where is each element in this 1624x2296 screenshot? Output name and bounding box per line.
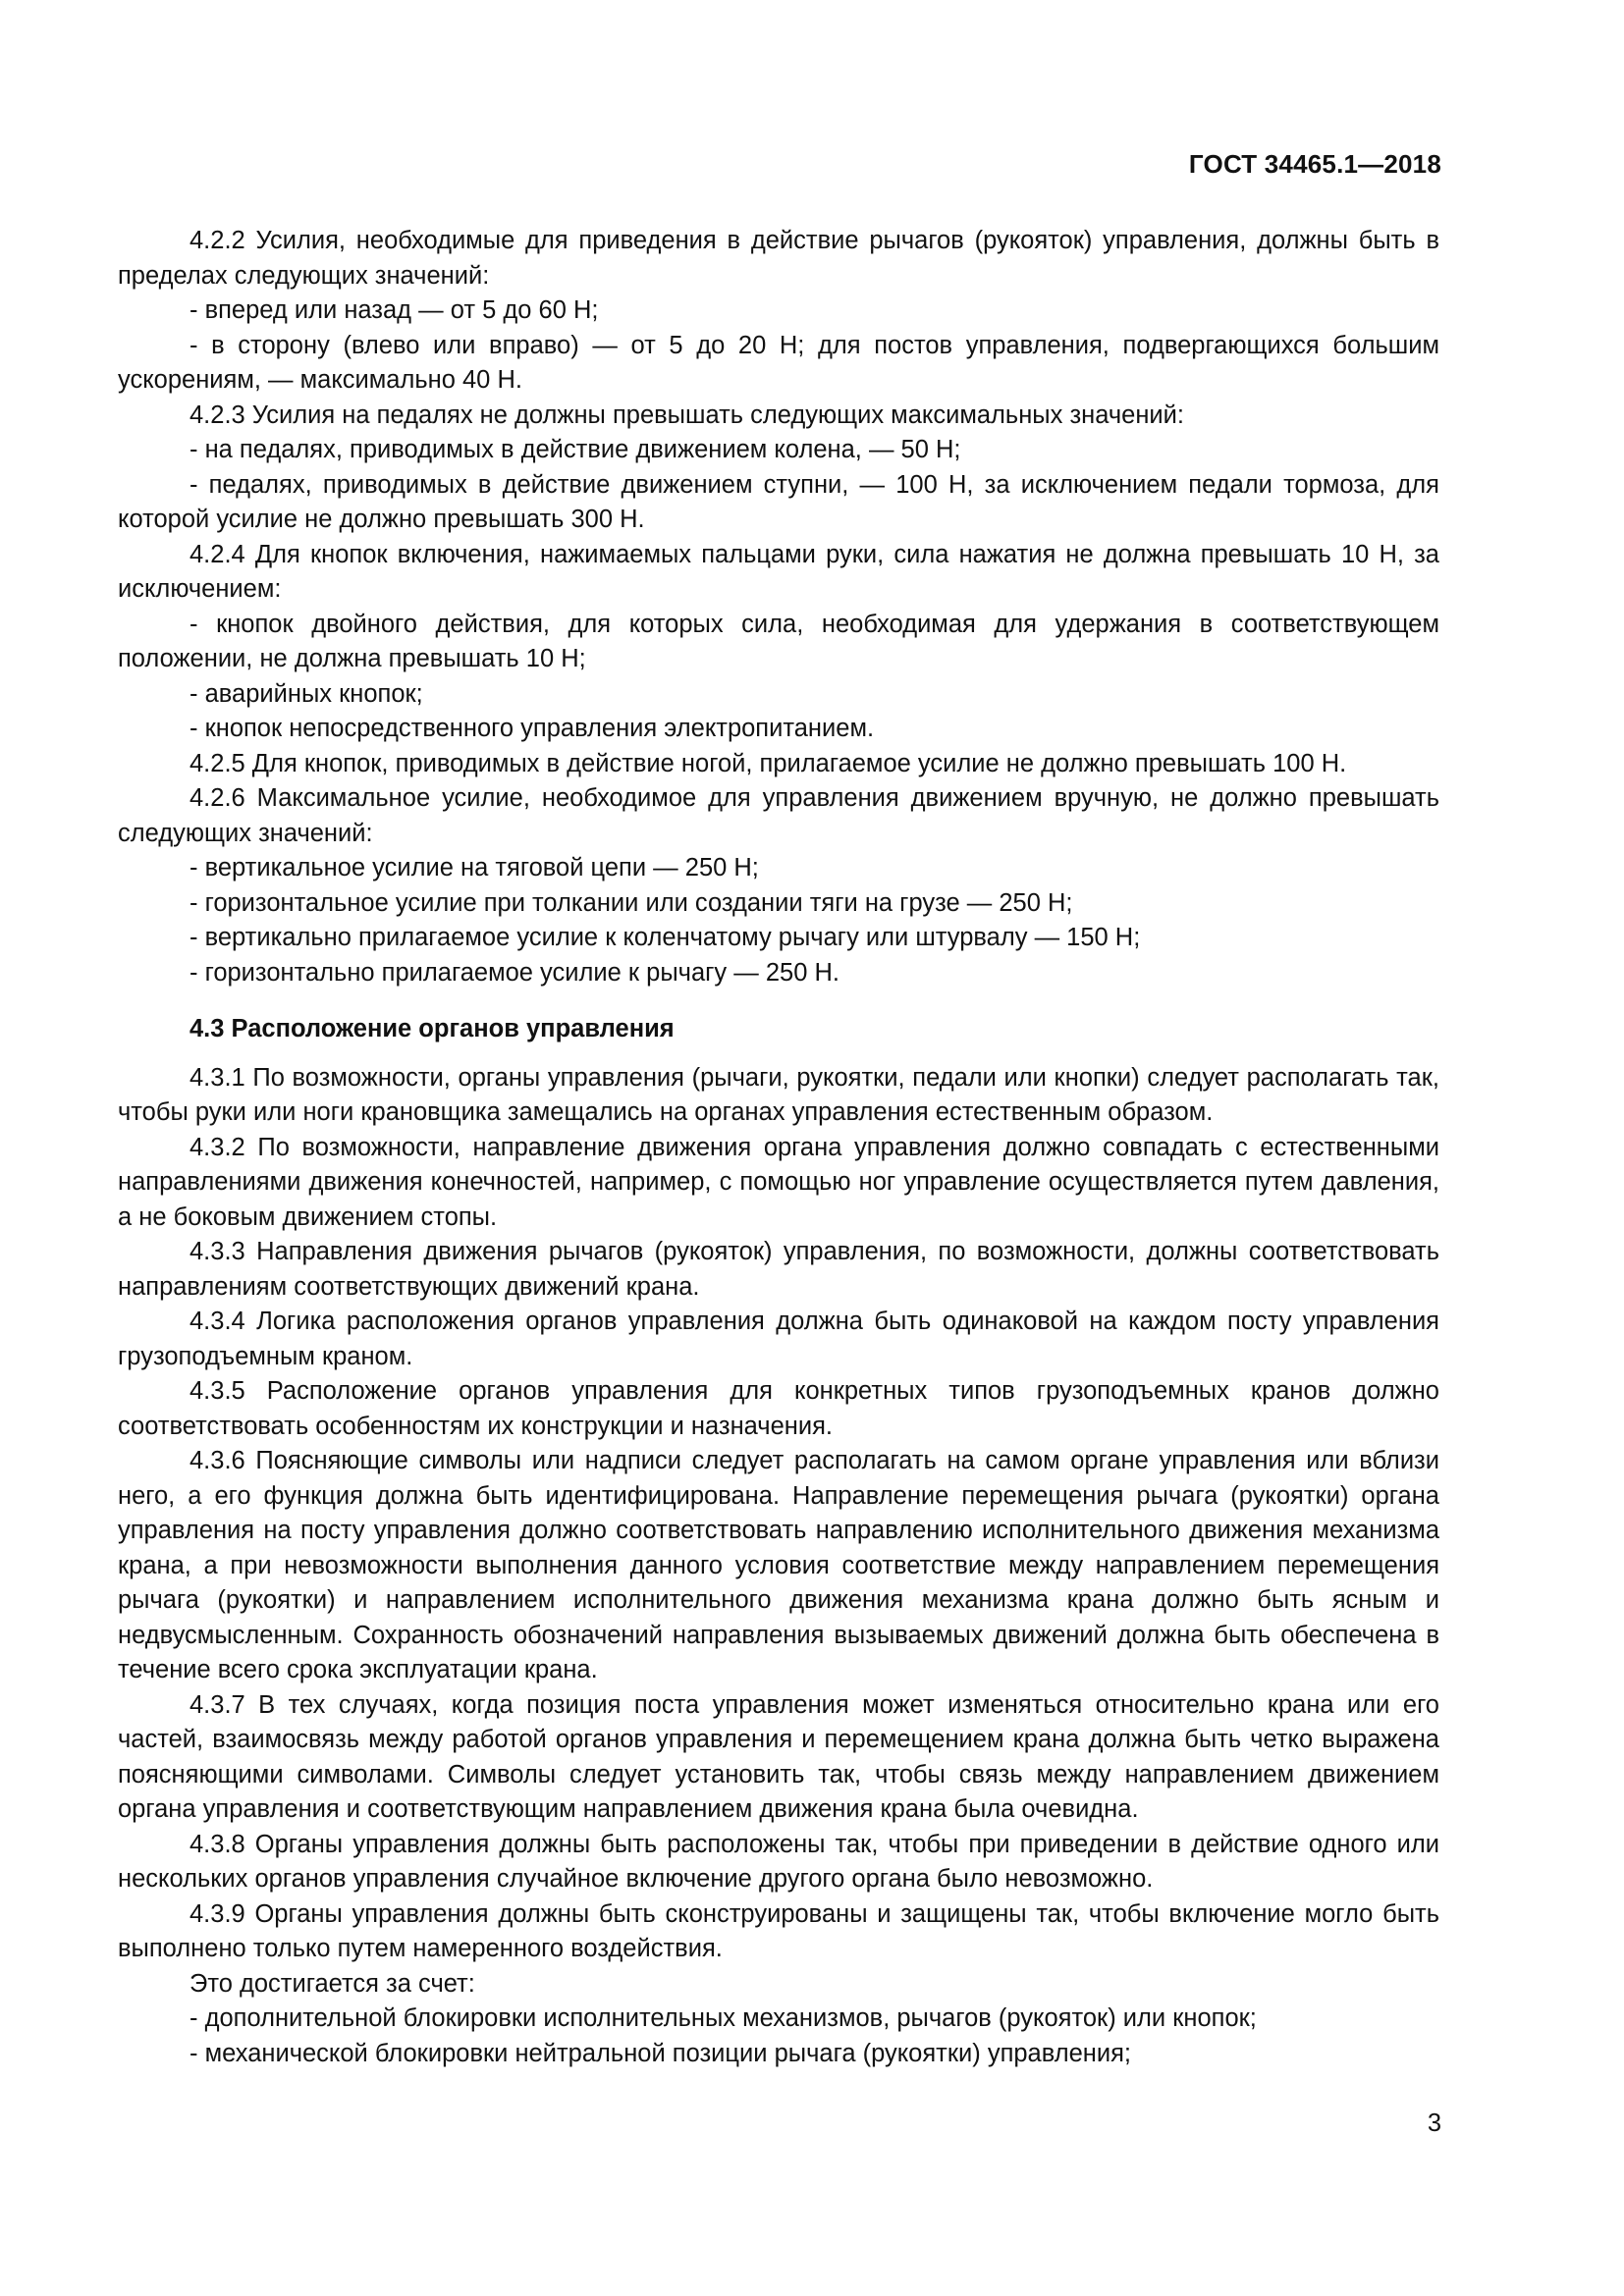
paragraph-4-2-4: 4.2.4 Для кнопок включения, нажимаемых пальцами руки, сила нажатия не должна превышать 10 Н, за исключением: bbox=[118, 540, 1439, 603]
paragraph-intro: Это достигается за счет: bbox=[189, 1969, 475, 1998]
paragraph-4-3-2: 4.3.2 По возможности, направление движения органа управления должно совпадать с естественными направлениями движения конечностей, например, с помощью ног управление осуществляется путем давления, а не боковым движением стопы. bbox=[118, 1133, 1439, 1231]
paragraph-4-3-7: 4.3.7 В тех случаях, когда позиция поста управления может изменяться относительно крана или его частей, взаимосвязь между работой органов управления и перемещением крана должна быть четко выражена поясняющими символами. Символы следует установить так, чтобы связь между направлением движением органа управления и соответствующим направлением движения крана была очевидна. bbox=[118, 1690, 1439, 1823]
list-item: - вертикальное усилие на тяговой цепи — 250 Н; bbox=[189, 854, 759, 881]
standard-designation: ГОСТ 34465.1—2018 bbox=[1188, 149, 1441, 179]
list-item: - кнопок двойного действия, для которых сила, необходимая для удержания в соответствующем положении, не должна превышать 10 Н; bbox=[118, 610, 1439, 672]
list-item: - педалях, приводимых в действие движением ступни, — 100 Н, за исключением педали тормоза, для которой усилие не должно превышать 300 Н. bbox=[118, 470, 1439, 533]
paragraph-4-3-6: 4.3.6 Поясняющие символы или надписи следует располагать на самом органе управления или вблизи него, а его функция должна быть идентифицирована. Направление перемещения рычага (рукоятки) органа управления на посту управления должно соответствовать направлению исполнительного движения механизма крана, а при невозможности выполнения данного условия соответствие между направлением перемещения рычага (рукоятки) и направлением исполнительного движения механизма крана должно быть ясным и недвусмысленным. Сохранность обозначений направления вызываемых движений должна быть обеспечена в течение всего срока эксплуатации крана. bbox=[118, 1447, 1439, 1683]
page-body bbox=[118, 224, 1439, 2071]
paragraph-4-2-3: 4.2.3 Усилия на педалях не должны превышать следующих максимальных значений: bbox=[189, 400, 1184, 429]
list-item: - дополнительной блокировки исполнительных механизмов, рычагов (рукояток) или кнопок; bbox=[189, 2004, 1257, 2032]
list-item: - аварийных кнопок; bbox=[189, 679, 423, 708]
paragraph-4-3-1: 4.3.1 По возможности, органы управления (рычаги, рукоятки, педали или кнопки) следует располагать так, чтобы руки или ноги крановщика замещались на органах управления естественным образом. bbox=[118, 1063, 1439, 1126]
page-number: 3 bbox=[1427, 2109, 1441, 2137]
paragraph-4-3-3: 4.3.3 Направления движения рычагов (рукояток) управления, по возможности, должны соответствовать направлениям соответствующих движений крана. bbox=[118, 1238, 1439, 1301]
paragraph-4-3-4: 4.3.4 Логика расположения органов управления должна быть одинаковой на каждом посту управления грузоподъемным краном. bbox=[118, 1308, 1439, 1370]
paragraph-4-2-6: 4.2.6 Максимальное усилие, необходимое для управления движением вручную, не должно превышать следующих значений: bbox=[118, 784, 1439, 847]
list-item: - вертикально прилагаемое усилие к коленчатому рычагу или штурвалу — 150 Н; bbox=[189, 924, 1141, 951]
list-item: - механической блокировки нейтральной позиции рычага (рукоятки) управления; bbox=[189, 2039, 1131, 2067]
paragraph-4-3-9: 4.3.9 Органы управления должны быть сконструированы и защищены так, чтобы включение могло быть выполнено только путем намеренного воздействия. bbox=[118, 1899, 1439, 1962]
paragraph-4-3-8: 4.3.8 Органы управления должны быть расположены так, чтобы при приведении в действие одного или нескольких органов управления случайное включение другого органа было невозможно. bbox=[118, 1830, 1439, 1893]
list-item: - в сторону (влево или вправо) — от 5 до 20 Н; для постов управления, подвергающихся большим ускорениям, — максимально 40 Н. bbox=[118, 331, 1439, 394]
paragraph-4-3-5: 4.3.5 Расположение органов управления для конкретных типов грузоподъемных кранов должно соответствовать особенностям их конструкции и назначения. bbox=[118, 1377, 1439, 1440]
section-heading: 4.3 Расположение органов управления bbox=[189, 1015, 675, 1042]
list-item: - вперед или назад — от 5 до 60 Н; bbox=[189, 296, 599, 324]
paragraph-4-2-5: 4.2.5 Для кнопок, приводимых в действие ногой, прилагаемое усилие не должно превышать 100 Н. bbox=[189, 749, 1347, 777]
list-item: - кнопок непосредственного управления электропитанием. bbox=[189, 715, 875, 742]
list-item: - горизонтально прилагаемое усилие к рычагу — 250 Н. bbox=[189, 958, 839, 987]
list-item: - горизонтальное усилие при толкании или создании тяги на грузе — 250 Н; bbox=[189, 888, 1073, 917]
paragraph-4-2-2: 4.2.2 Усилия, необходимые для приведения в действие рычагов (рукояток) управления, должны быть в пределах следующих значений: bbox=[118, 227, 1439, 290]
list-item: - на педалях, приводимых в действие движением колена, — 50 Н; bbox=[189, 436, 961, 463]
